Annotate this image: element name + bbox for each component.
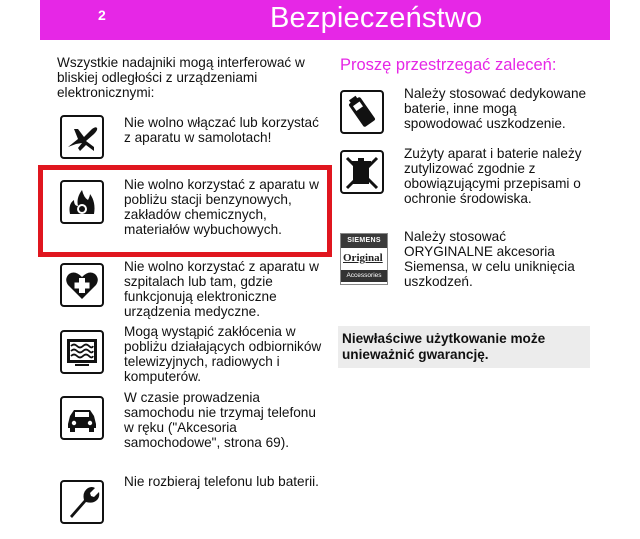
warning-text: Niewłaściwe użytkowanie może unieważnić gwarancję.	[342, 331, 546, 362]
battery-icon	[340, 90, 384, 134]
highlight-box	[38, 165, 332, 257]
page-header	[40, 0, 610, 40]
siemens-original-logo	[340, 233, 388, 285]
heart-cross-icon	[60, 263, 104, 307]
page-title: Bezpieczeństwo	[270, 2, 483, 34]
item-text: Należy stosować ORYGINALNE akcesoria Siemensa, w celu uniknięcia uszkodzeń.	[404, 229, 575, 289]
item-text: Nie wolno korzystać z aparatu w szpitalach lub tam, gdzie funkcjonują elektroniczne urządzenia medyczne.	[124, 259, 319, 319]
airplane-icon	[60, 115, 104, 159]
item-text: Zużyty aparat i baterie należy zutylizować zgodnie z obowiązującymi przepisami o ochronie środowiska.	[404, 146, 582, 206]
logo-brand: SIEMENS	[341, 234, 387, 248]
logo-sub: Accessories	[341, 270, 387, 282]
item-text: Mogą wystąpić zakłócenia w pobliżu działających odbiorników telewizyjnych, radiowych i komputerów.	[124, 324, 322, 384]
page-number: 2	[98, 7, 106, 23]
logo-word: Original	[343, 252, 383, 264]
item-text: Nie rozbieraj telefonu lub baterii.	[124, 474, 319, 489]
item-text: Nie wolno korzystać z aparatu w pobliżu stacji benzynowych, zakładów chemicznych, materiałów wybuchowych.	[124, 177, 319, 237]
car-icon	[60, 396, 104, 440]
wrench-icon	[60, 480, 104, 524]
item-text: Nie wolno włączać lub korzystać z aparatu w samolotach!	[124, 115, 319, 145]
intro-text: Wszystkie nadajniki mogą interferować w bliskiej odległości z urządzeniami elektronicznymi:	[57, 55, 305, 100]
warranty-warning	[338, 326, 590, 368]
tv-interference-icon	[60, 330, 104, 374]
crossed-bin-icon	[340, 150, 384, 194]
item-text: Należy stosować dedykowane baterie, inne mogą spowodować uszkodzenie.	[404, 86, 587, 131]
item-text: W czasie prowadzenia samochodu nie trzymaj telefonu w ręku ("Akcesoria samochodowe", strona 69).	[124, 390, 316, 450]
recommendations-title: Proszę przestrzegać zaleceń:	[340, 56, 557, 74]
